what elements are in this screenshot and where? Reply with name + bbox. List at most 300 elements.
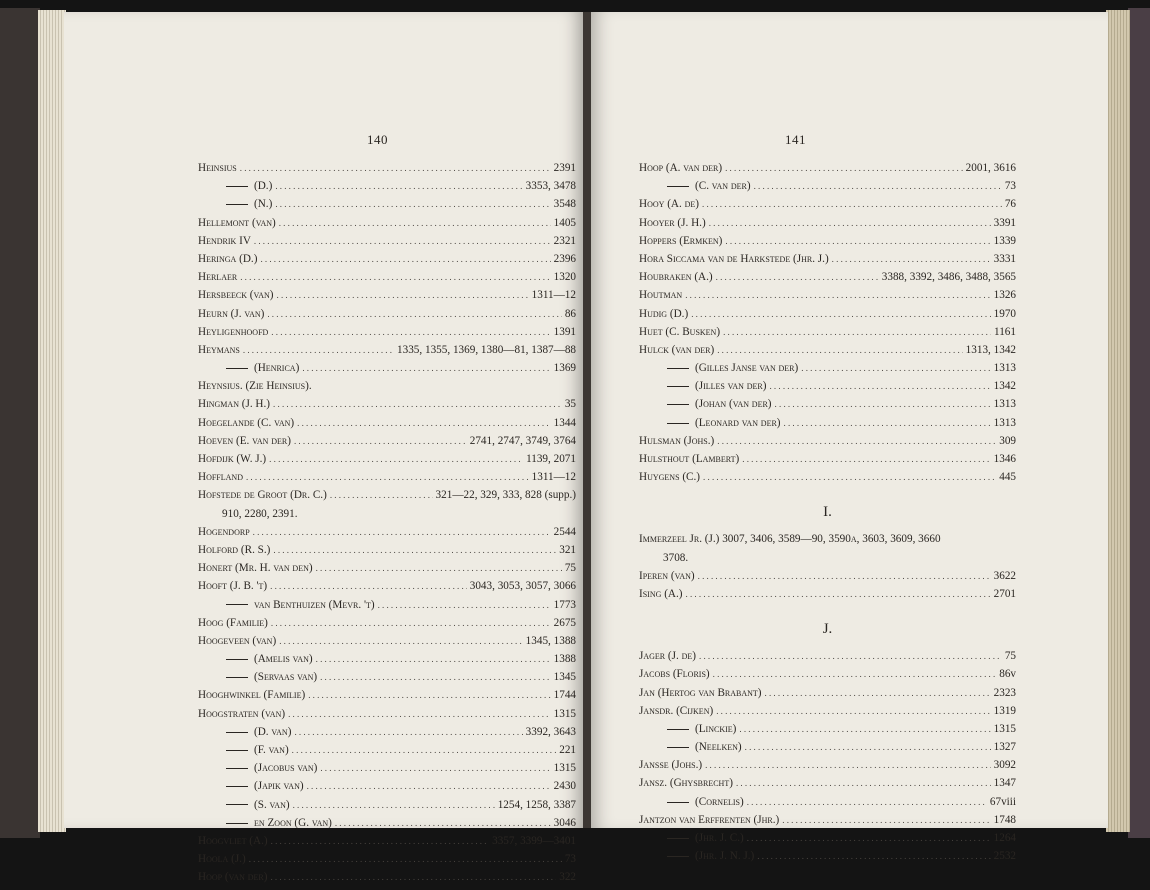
entry-name	[198, 689, 305, 701]
leader-dots	[308, 690, 550, 700]
entry-pages: 73	[564, 853, 576, 866]
entry-name	[198, 799, 290, 811]
entry-pages: 86v	[999, 668, 1016, 681]
entry-name-text: (Servaas van)	[254, 671, 318, 684]
entry-pages: 1315	[553, 762, 576, 775]
entry-name	[198, 253, 257, 265]
entry-name-text: Houbraken (A.)	[639, 271, 713, 284]
entry-name-text: Hofstede de Groot (Dr. C.)	[198, 489, 327, 502]
entry-name-text: (Johan (van der)	[695, 398, 772, 411]
index-entry	[198, 689, 576, 707]
entry-pages: 2532	[993, 850, 1016, 863]
entry-name-text: (D. van)	[254, 725, 292, 738]
entry-name	[639, 344, 714, 356]
entry-pages: 1346	[993, 453, 1016, 465]
index-entry	[639, 796, 1016, 814]
leader-dots	[765, 688, 991, 698]
repeat-dash	[226, 186, 248, 187]
entry-name	[639, 668, 710, 680]
repeat-dash	[667, 838, 689, 839]
entry-name-text: Hendrik IV	[198, 234, 251, 247]
entry-name-text: Heyligenhoofd	[198, 325, 269, 338]
entry-name	[639, 198, 699, 210]
entry-pages: 321—22, 329, 333, 828 (supp.)	[435, 489, 576, 502]
entry-pages: 1335, 1355, 1369, 1380—81, 1387—88	[397, 343, 576, 356]
index-entry	[198, 653, 576, 671]
entry-pages: 1311—12	[531, 289, 576, 302]
index-entry	[198, 235, 576, 253]
entry-name-text: Hoeven (E. van der)	[198, 434, 291, 447]
entry-pages: 76	[1004, 198, 1016, 211]
repeat-dash	[226, 204, 248, 205]
repeat-dash	[226, 659, 248, 660]
entry-name-text: Hulsman (Johs.)	[639, 434, 715, 447]
index-entry	[639, 235, 1016, 253]
leader-dots	[240, 163, 551, 173]
repeat-dash	[226, 732, 248, 733]
book-gutter	[583, 12, 591, 828]
entry-pages: 1254, 1258, 3387	[497, 798, 576, 811]
entry-name	[639, 759, 702, 771]
index-entry	[198, 180, 576, 198]
entry-name-text: Heymans	[198, 343, 240, 356]
entry-name-text: Iperen (van)	[639, 569, 695, 582]
index-entry	[639, 741, 1016, 759]
entry-name-text: Houtman	[639, 289, 683, 302]
leader-dots	[709, 218, 991, 228]
entry-name-text: (N.)	[254, 198, 273, 211]
index-entry	[198, 271, 576, 289]
index-entry	[639, 650, 1016, 668]
entry-name	[198, 544, 270, 556]
index-entry	[639, 759, 1016, 777]
entry-name-text: Hoegelande (C. van)	[198, 416, 295, 429]
entry-name	[198, 599, 375, 611]
index-entry	[639, 453, 1016, 471]
entry-name-text: Jan (Hertog van Brabant)	[639, 686, 762, 699]
leader-dots	[253, 527, 551, 537]
entry-name	[639, 217, 706, 229]
index-entry	[198, 289, 576, 307]
index-entry	[639, 533, 1016, 551]
leader-dots	[246, 472, 529, 482]
entry-pages: 1342	[993, 380, 1016, 393]
leader-dots	[739, 724, 990, 734]
leader-dots	[685, 290, 990, 300]
index-entry	[198, 635, 576, 653]
entry-name	[198, 744, 289, 756]
entry-name-text: (Amelis van)	[254, 653, 313, 666]
entry-pages: 1345, 1388	[525, 634, 576, 647]
entry-name	[198, 453, 266, 465]
entry-name	[198, 271, 237, 283]
index-entry	[639, 271, 1016, 289]
entry-name	[639, 850, 754, 862]
entry-name-text: (Linckie)	[695, 722, 737, 735]
leader-dots	[686, 589, 991, 599]
entry-name	[198, 617, 268, 629]
entry-pages: 2701	[993, 587, 1016, 600]
entry-name-text: Honert (Mr. H. van den)	[198, 562, 313, 575]
entry-name	[198, 326, 268, 338]
entry-name	[198, 344, 240, 356]
index-entry	[198, 599, 576, 617]
index-entry	[198, 871, 576, 889]
entry-pages: 1161	[994, 325, 1016, 338]
right-page	[591, 12, 1108, 863]
entry-name	[639, 533, 941, 545]
entry-pages: 1313	[993, 416, 1016, 429]
entry-name	[198, 162, 237, 174]
leader-dots	[292, 745, 557, 755]
index-entry	[198, 417, 576, 435]
entry-pages: 2001, 3616	[965, 162, 1016, 174]
repeat-dash	[667, 423, 689, 424]
entry-pages: 1388	[553, 653, 576, 666]
entry-name-text: (Japik van)	[254, 780, 304, 793]
index-entry	[639, 814, 1016, 832]
leader-dots	[270, 872, 556, 882]
leader-dots	[273, 545, 556, 555]
leader-dots	[713, 669, 997, 679]
leader-dots	[754, 181, 1002, 191]
entry-pages: 3391	[993, 216, 1016, 229]
entry-name	[198, 380, 312, 392]
entry-name-text: Hora Siccama van de Harkstede (Jhr. J.)	[639, 252, 829, 265]
repeat-dash	[226, 786, 248, 787]
entry-name-text: (D.)	[254, 180, 273, 193]
entry-name	[198, 362, 299, 374]
entry-name-text: Hoffland	[198, 471, 243, 484]
entry-name	[198, 489, 327, 501]
entry-name	[639, 289, 682, 301]
entry-name-text: Hoppers (Ermken)	[639, 234, 723, 247]
entry-name-text: en Zoon (G. van)	[254, 816, 332, 829]
entry-name	[639, 453, 739, 465]
entry-pages: 1315	[553, 707, 576, 720]
leader-dots	[699, 651, 1002, 661]
entry-pages: 1319	[993, 704, 1016, 717]
leader-dots	[279, 636, 522, 646]
entry-name-text: Huygens (C.)	[639, 471, 701, 484]
entry-name	[639, 435, 714, 447]
entry-name-text: Heurn (J. van)	[198, 307, 265, 320]
leader-dots	[702, 199, 1002, 209]
leader-dots	[294, 727, 522, 737]
index-entry	[639, 380, 1016, 398]
entry-name-text: Hulck (van der)	[639, 343, 715, 356]
entry-name-text: Hudig (D.)	[639, 307, 689, 320]
entry-pages: 2430	[553, 780, 576, 793]
entry-name	[639, 235, 722, 247]
index-entry	[198, 580, 576, 598]
entry-name-text: Heinsius	[198, 162, 237, 174]
entry-name	[639, 777, 733, 789]
index-entry	[639, 832, 1016, 850]
leader-dots	[288, 709, 551, 719]
left-page	[64, 12, 583, 884]
repeat-dash	[667, 404, 689, 405]
entry-pages: 221	[559, 744, 576, 756]
entry-pages: 1327	[993, 741, 1016, 754]
entry-pages: 3092	[993, 759, 1016, 772]
leader-dots	[316, 563, 562, 573]
leader-dots	[275, 199, 550, 209]
entry-pages: 1139, 2071	[526, 453, 576, 465]
leader-dots	[717, 436, 996, 446]
entry-name	[198, 671, 317, 683]
leader-dots	[320, 763, 550, 773]
entry-name	[198, 726, 291, 738]
index-entry	[198, 362, 576, 380]
entry-name	[198, 398, 270, 410]
entry-name-text: Hersbeeck (van)	[198, 289, 274, 302]
entry-name	[198, 817, 332, 829]
leader-dots	[330, 490, 433, 500]
entry-pages: 3388, 3392, 3486, 3488, 3565	[881, 271, 1016, 284]
entry-name	[198, 871, 267, 883]
entry-name-text: (F. van)	[254, 744, 289, 756]
entry-name-text: Hofdijk (W. J.)	[198, 453, 267, 465]
repeat-dash	[226, 677, 248, 678]
index-entry	[198, 799, 576, 817]
entry-pages: 1311—12	[531, 471, 576, 484]
leader-dots	[271, 618, 551, 628]
entry-name-text: Hoog (Familie)	[198, 616, 268, 629]
entry-name-text: Jansse (Johs.)	[639, 759, 703, 772]
entry-name-text: Hoop (A. van der)	[639, 162, 723, 174]
book-cover-left	[0, 8, 40, 838]
leader-dots	[271, 836, 489, 846]
index-entry	[198, 344, 576, 362]
entry-name-text: Herlaer	[198, 271, 238, 284]
entry-name	[639, 570, 695, 582]
leader-dots	[249, 854, 562, 864]
index-entry	[639, 417, 1016, 435]
entry-name-text: Hingman (J. H.)	[198, 398, 271, 411]
index-entries	[639, 162, 1016, 868]
entry-name	[198, 217, 276, 229]
entry-name	[639, 253, 829, 265]
index-entry	[639, 435, 1016, 453]
index-entry	[198, 562, 576, 580]
leader-dots	[271, 327, 550, 337]
entry-pages: 3357, 3399—3401	[492, 834, 576, 847]
entry-name	[198, 435, 291, 447]
entry-pages: 3046	[553, 816, 576, 829]
entry-continuation: 910, 2280, 2391.	[222, 507, 298, 520]
entry-pages: 1744	[553, 689, 576, 702]
entry-pages: 67viii	[989, 795, 1016, 808]
index-entry	[639, 217, 1016, 235]
index-entry	[639, 180, 1016, 198]
entry-name	[198, 235, 251, 247]
entry-name	[198, 417, 294, 429]
leader-dots	[782, 815, 990, 825]
leader-dots	[243, 345, 394, 355]
entry-pages: 2741, 2747, 3749, 3764	[469, 434, 576, 447]
entry-pages: 3548	[553, 198, 576, 211]
leader-dots	[784, 418, 991, 428]
index-entry	[198, 253, 576, 271]
entry-pages: 1391	[553, 325, 576, 338]
entry-name	[639, 362, 798, 374]
repeat-dash	[667, 856, 689, 857]
index-entry	[639, 570, 1016, 588]
entry-name	[639, 326, 720, 338]
index-entry	[639, 398, 1016, 416]
entry-name	[198, 198, 272, 210]
entry-name-text: Hoola (J.)	[198, 853, 246, 866]
index-entry	[198, 617, 576, 635]
index-entry	[639, 289, 1016, 307]
entry-name	[639, 271, 713, 283]
repeat-dash	[667, 747, 689, 748]
section-letter-heading: I.	[823, 504, 832, 521]
leader-dots	[269, 454, 523, 464]
page-number: 140	[367, 132, 388, 147]
entry-name	[198, 562, 313, 574]
index-entry	[639, 162, 1016, 180]
entry-pages: 1264	[993, 832, 1016, 844]
entry-name	[639, 471, 700, 483]
entry-name	[198, 471, 243, 483]
entry-name	[639, 650, 696, 662]
leader-dots	[723, 327, 991, 337]
entry-name	[639, 687, 762, 699]
entry-name-text: Hoop (van der)	[198, 871, 268, 884]
entry-name-text: Hooft (J. B. 't)	[198, 580, 268, 593]
entry-name-text: Jansdr. (Cijken)	[639, 704, 714, 717]
leader-dots	[270, 581, 467, 591]
entry-name	[198, 780, 304, 792]
entry-name	[198, 580, 267, 592]
index-entry	[198, 308, 576, 326]
leader-dots	[267, 309, 561, 319]
repeat-dash	[226, 768, 248, 769]
leader-dots	[240, 272, 550, 282]
leader-dots	[736, 778, 991, 788]
entry-name-text: Hogendorp	[198, 525, 250, 538]
entry-pages: 3622	[993, 569, 1016, 582]
entry-name-text: Jacobs (Floris)	[639, 668, 710, 681]
leader-dots	[716, 706, 990, 716]
repeat-dash	[667, 186, 689, 187]
leader-dots	[716, 272, 879, 282]
index-entry	[198, 453, 576, 471]
index-entry	[198, 708, 576, 726]
entry-name	[639, 814, 779, 826]
leader-dots	[335, 818, 551, 828]
page-edges-left	[38, 10, 66, 832]
entry-name	[198, 180, 272, 192]
entry-name-text: Holford (R. S.)	[198, 543, 271, 556]
index-entry	[198, 489, 576, 507]
leader-dots	[725, 236, 990, 246]
entry-pages: 1344	[553, 416, 576, 429]
entry-name-text: (Henrica)	[254, 362, 300, 375]
entry-name	[639, 723, 736, 735]
index-entry	[198, 198, 576, 216]
entry-name	[198, 653, 313, 665]
entry-name-text: van Benthuizen (Mevr. 't)	[254, 598, 375, 611]
index-entry	[639, 253, 1016, 271]
leader-dots	[275, 181, 522, 191]
entry-pages: 86	[564, 307, 576, 320]
entry-pages: 3043, 3053, 3057, 3066	[469, 580, 576, 593]
entry-name-text: (Neelken)	[695, 741, 742, 754]
entry-name-text: (Leonard van der)	[695, 416, 781, 429]
entry-pages: 1320	[553, 271, 576, 284]
entry-pages: 2323	[993, 686, 1016, 699]
entry-name-text: Immerzeel Jr. (J.) 3007, 3406, 3589—90, 3590a, 3603, 3609, 3660	[639, 533, 941, 546]
repeat-dash	[226, 804, 248, 805]
leader-dots	[725, 163, 963, 173]
leader-dots	[747, 833, 991, 843]
entry-name-text: Heringa (D.)	[198, 252, 258, 265]
index-entry	[198, 471, 576, 489]
leader-dots	[801, 363, 990, 373]
entry-name-text: (Jhr. J. C.)	[695, 832, 744, 844]
entry-name-text: Ising (A.)	[639, 587, 683, 600]
index-entry	[639, 723, 1016, 741]
entry-name	[639, 308, 688, 320]
entry-name-text: Jansz. (Ghysbrecht)	[639, 777, 733, 790]
entry-name	[198, 289, 274, 301]
index-entry	[198, 780, 576, 798]
entry-pages: 322	[559, 871, 576, 884]
leader-dots	[316, 654, 551, 664]
entry-pages: 2544	[553, 525, 576, 538]
repeat-dash	[667, 729, 689, 730]
leader-dots	[302, 363, 550, 373]
leader-dots	[832, 254, 991, 264]
entry-pages: 1313	[993, 362, 1016, 375]
entry-name-text: (S. van)	[254, 798, 290, 811]
entry-continuation: 3708.	[663, 551, 689, 564]
entry-name-text: (Cornelis)	[695, 795, 744, 808]
index-entry	[639, 471, 1016, 489]
leader-dots	[378, 600, 551, 610]
entry-name	[639, 796, 744, 808]
leader-dots	[705, 760, 991, 770]
index-entry	[639, 308, 1016, 326]
index-entries	[198, 162, 576, 890]
entry-name-text: (Jilles van der)	[695, 380, 767, 393]
entry-name	[639, 705, 713, 717]
index-entry	[198, 162, 576, 180]
leader-dots	[294, 436, 467, 446]
index-entry	[198, 380, 576, 398]
leader-dots	[747, 797, 987, 807]
entry-pages: 75	[1004, 650, 1016, 663]
entry-name-text: Hooghwinkel (Familie)	[198, 689, 306, 702]
entry-pages: 1313, 1342	[965, 343, 1016, 356]
entry-pages: 75	[564, 562, 576, 575]
entry-name	[639, 741, 742, 753]
index-entry	[198, 544, 576, 562]
entry-pages: 35	[564, 398, 576, 411]
entry-name-text: Hoogstraten (van)	[198, 707, 286, 720]
entry-pages: 1345	[553, 671, 576, 684]
leader-dots	[769, 381, 990, 391]
index-entry	[639, 777, 1016, 795]
leader-dots	[717, 345, 962, 355]
entry-pages: 2396	[553, 252, 576, 265]
leader-dots	[757, 851, 990, 861]
index-entry	[639, 588, 1016, 606]
entry-name-text: (C. van der)	[695, 180, 751, 193]
